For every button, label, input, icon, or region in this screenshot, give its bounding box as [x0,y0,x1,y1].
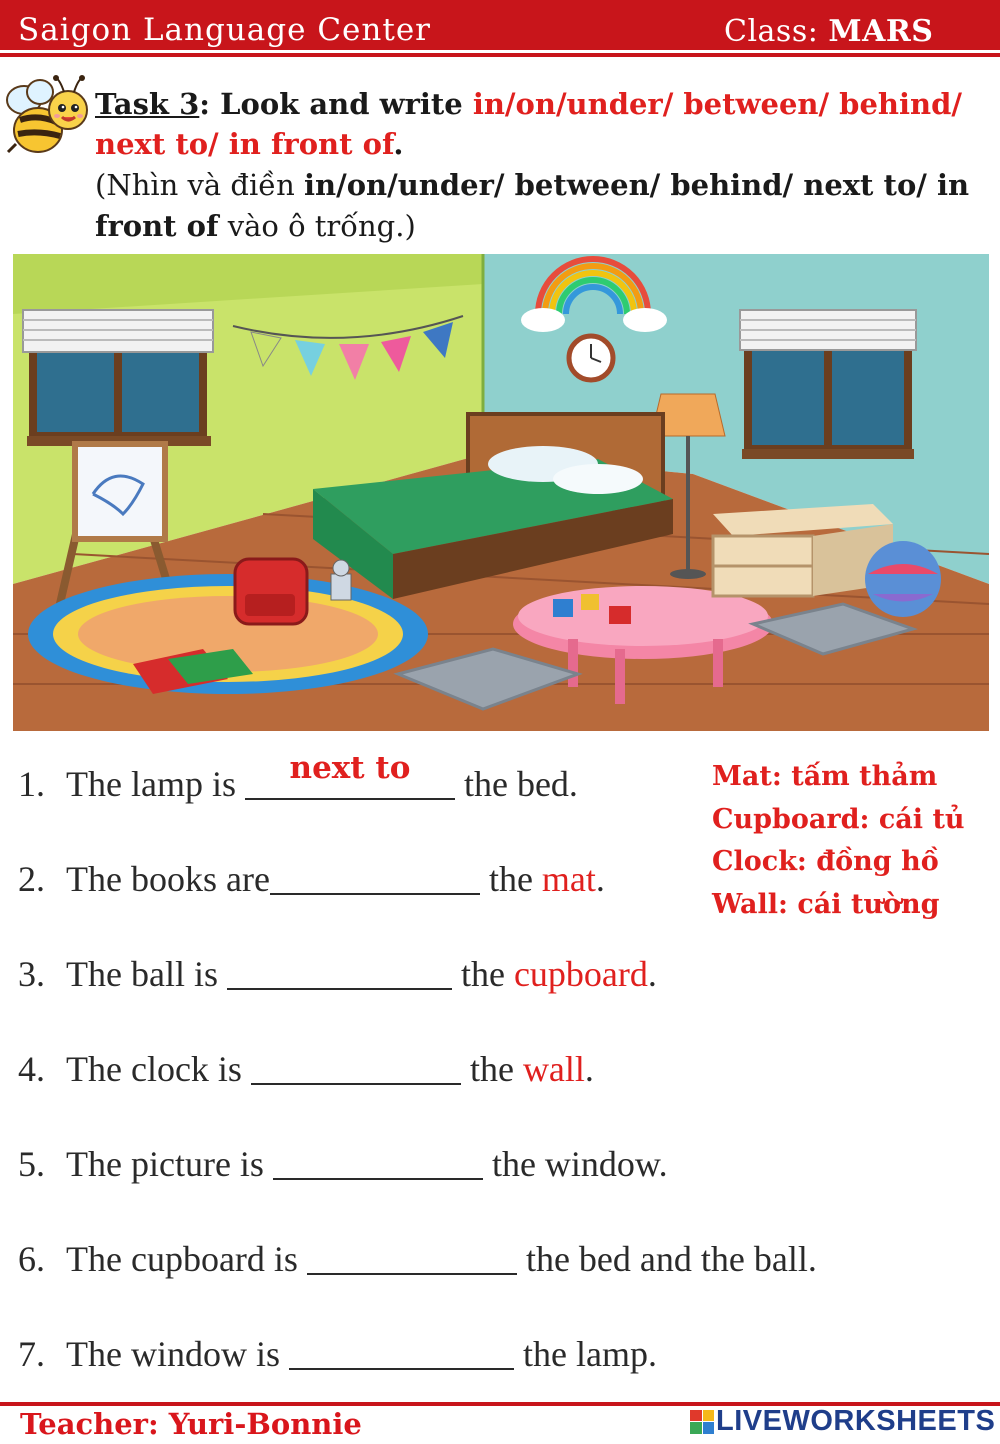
page-header [0,0,1000,58]
clock [569,336,613,380]
question-7 [18,1333,657,1375]
question-end: . [595,859,605,899]
task-instruction-text: : Look and write [199,87,473,121]
vocab-item-mat: Mat: tấm thảm [712,761,938,792]
ball [865,541,941,617]
vocabulary-list [712,756,992,926]
question-text-before: The clock is [66,1049,251,1089]
liveworksheets-logo-icon [690,1410,714,1434]
highlighted-word: wall [522,1049,585,1089]
question-number: 4. [18,1049,45,1089]
header-divider [0,53,1000,57]
liveworksheets-brand[interactable] [690,1405,995,1438]
question-number: 5. [18,1144,45,1184]
question-text-after: the [460,1049,523,1089]
answer-blank[interactable] [227,960,452,990]
question-number: 2. [18,859,45,899]
question-4 [18,1048,594,1090]
highlighted-word: cupboard [513,954,648,994]
vocab-item-clock: Clock: đồng hồ [712,846,939,877]
question-text-after: the [451,954,514,994]
question-text-before: The picture is [66,1144,273,1184]
class-name: MARS [828,14,934,49]
task-period: . [393,127,404,161]
teacher-name: Teacher: Yuri-Bonnie [20,1407,362,1441]
question-number: 1. [18,764,45,804]
bee-icon [2,72,92,162]
question-end: . [584,1049,594,1089]
vocab-item-wall: Wall: cái tường [712,888,940,920]
right-window [740,310,916,459]
question-number: 3. [18,954,45,994]
left-window [23,310,213,446]
class-label [724,14,933,49]
answer-blank[interactable] [251,1055,461,1085]
question-text-after: the bed and the ball. [516,1239,817,1279]
answer-blank[interactable] [307,1245,517,1275]
question-2 [18,858,605,900]
filled-answer: next to [289,750,411,786]
liveworksheets-wordmark: LIVEWORKSHEETS [716,1405,996,1437]
question-text-before: The cupboard is [66,1239,307,1279]
vi-options: in/on/under/ between/ behind/ next to/ in front of [95,168,970,243]
task-label: Task 3 [95,87,200,121]
question-3 [18,953,657,995]
question-text-before: The books are [66,859,270,899]
question-text-after: the lamp. [513,1334,657,1374]
task-translation [95,165,985,247]
question-6 [18,1238,817,1280]
vocab-item-cupboard: Cupboard: cái tủ [712,803,965,835]
task-options: in/on/under/ between/ behind/ next to/ in front of [95,87,962,161]
backpack [235,559,307,624]
question-text-after: the bed. [454,764,578,804]
question-end: . [647,954,657,994]
answer-blank[interactable] [270,865,480,895]
question-text-after: the window. [482,1144,668,1184]
vi-close: vào ô trống.) [218,209,416,243]
class-prefix: Class: [724,14,829,49]
vi-open: (Nhìn và điền [95,168,305,202]
bedroom-illustration [13,254,989,731]
task-instruction [95,84,985,164]
center-name: Saigon Language Center [18,12,431,48]
highlighted-word: mat [541,859,596,899]
question-text-before: The lamp is [66,764,245,804]
question-text-after: the [479,859,542,899]
answer-blank[interactable] [273,1150,483,1180]
answer-blank[interactable] [245,750,455,800]
question-5 [18,1143,668,1185]
question-text-before: The ball is [66,954,227,994]
question-number: 7. [18,1334,45,1374]
robot-toy [331,560,351,600]
question-text-before: The window is [66,1334,289,1374]
answer-blank[interactable] [289,1340,514,1370]
question-number: 6. [18,1239,45,1279]
question-1 [18,750,578,805]
